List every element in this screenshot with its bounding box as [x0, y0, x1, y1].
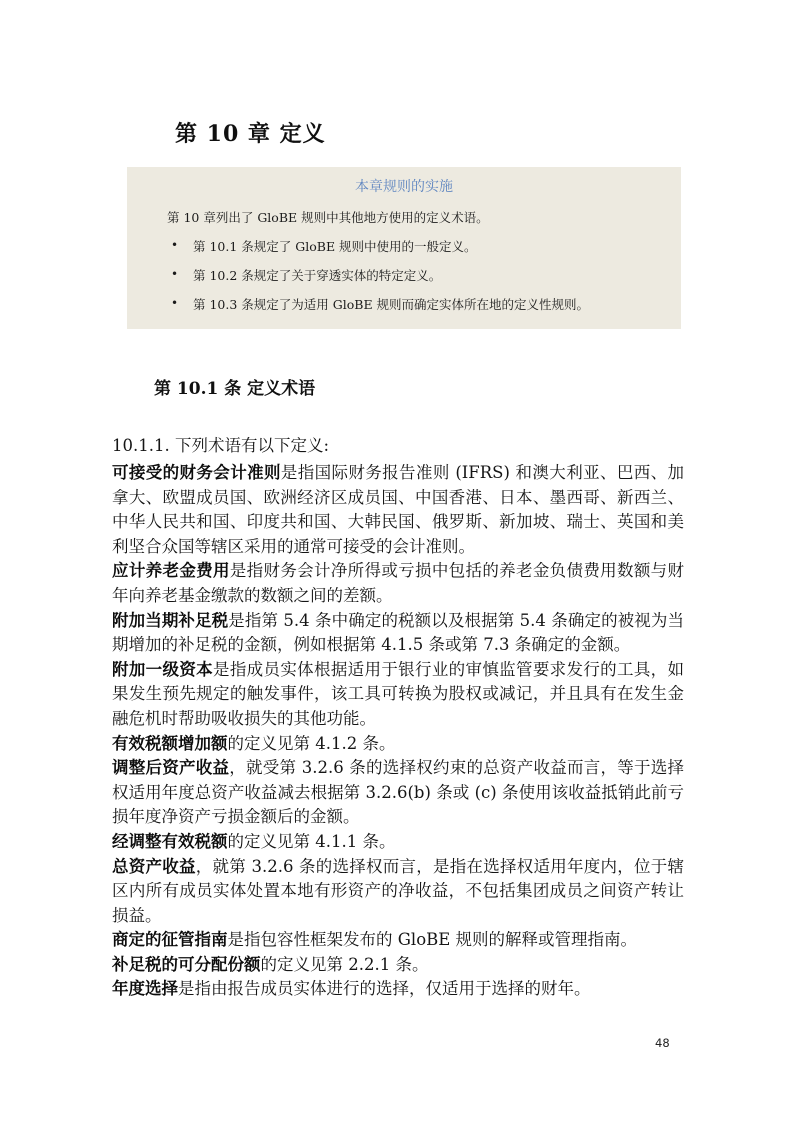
- definition-term: 补足税的可分配份额: [112, 954, 261, 974]
- definition-text: 的定义见第 4.1.2 条。: [227, 733, 396, 753]
- definition-term: 可接受的财务会计准则: [112, 463, 281, 482]
- definitions-list: [112, 461, 684, 1002]
- definition-item: [112, 855, 684, 929]
- definition-item: [112, 953, 684, 978]
- definition-text: 是指国际财务报告准则 (IFRS) 和澳大利亚、巴西、加拿大、欧盟成员国、欧洲经济区成员国、中国香港、日本、墨西哥、新西兰、中华人民共和国、印度共和国、大韩民国、俄罗斯、新加坡、瑞士、英国和美利坚合众国等辖区采用的通常可接受的会计准则。: [112, 463, 685, 556]
- summary-box-intro: 第 10 章列出了 GloBE 规则中其他地方使用的定义术语。: [167, 210, 489, 225]
- summary-box-bullet-list: [167, 238, 641, 313]
- definition-term: 附加当期补足税: [112, 610, 229, 630]
- definition-term: 经调整有效税额: [112, 831, 228, 851]
- definition-item: [112, 928, 684, 953]
- definition-term: 年度选择: [112, 979, 178, 999]
- definition-item: [112, 732, 684, 757]
- bullet-dot-icon: •: [171, 296, 179, 310]
- bullet-text: 第 10.2 条规定了关于穿透实体的特定定义。: [193, 268, 442, 283]
- bullet-dot-icon: •: [171, 238, 179, 252]
- definition-term: 应计养老金费用: [112, 561, 230, 581]
- page-number: 48: [655, 1036, 670, 1050]
- definition-term: 有效税额增加额: [112, 733, 228, 753]
- definition-item: [112, 461, 684, 559]
- chapter-title: 第 10 章 定义: [175, 121, 326, 147]
- definition-item: [112, 830, 684, 855]
- definition-term: 调整后资产收益: [112, 758, 230, 778]
- bullet-dot-icon: •: [171, 267, 179, 281]
- definition-item: [112, 658, 684, 732]
- definition-item: [112, 609, 684, 658]
- bullet-item: [167, 267, 641, 284]
- definition-term: 附加一级资本: [112, 659, 213, 679]
- bullet-text: 第 10.3 条规定了为适用 GloBE 规则而确定实体所在地的定义性规则。: [193, 297, 590, 312]
- bullet-text: 第 10.1 条规定了 GloBE 规则中使用的一般定义。: [193, 239, 477, 254]
- bullet-item: [167, 296, 641, 313]
- definition-item: [112, 977, 684, 1002]
- summary-box-heading: 本章规则的实施: [355, 179, 453, 195]
- definition-text: 是指成员实体根据适用于银行业的审慎监管要求发行的工具，如果发生预先规定的触发事件，该工具可转换为股权或减记，并且具有在发生金融危机时帮助吸收损失的其他功能。: [112, 659, 685, 728]
- definition-text: ，就受第 3.2.6 条的选择权约束的总资产收益而言，等于选择权适用年度总资产收益减去根据第 3.2.6(b) 条或 (c) 条使用该收益抵销此前亏损年度净资产亏损金额后的金额。: [112, 758, 685, 827]
- definition-term: 商定的征管指南: [112, 930, 228, 950]
- section-heading: 第 10.1 条 定义术语: [154, 379, 316, 399]
- definition-term: 总资产收益: [112, 856, 196, 876]
- definition-text: 是指由报告成员实体进行的选择，仅适用于选择的财年。: [178, 979, 591, 999]
- article-intro: 10.1.1. 下列术语有以下定义:: [112, 436, 330, 455]
- definition-text: 的定义见第 2.2.1 条。: [260, 954, 429, 974]
- summary-box: [127, 167, 681, 329]
- definition-text: 是指第 5.4 条中确定的税额以及根据第 5.4 条确定的被视为当期增加的补足税的金额，例如根据第 4.1.5 条或第 7.3 条确定的金额。: [112, 610, 684, 655]
- definition-item: [112, 756, 684, 830]
- definition-text: 的定义见第 4.1.1 条。: [227, 831, 396, 851]
- definition-item: [112, 559, 684, 608]
- bullet-item: [167, 238, 641, 255]
- definition-text: 是指包容性框架发布的 GloBE 规则的解释或管理指南。: [227, 930, 638, 950]
- definition-text: 是指财务会计净所得或亏损中包括的养老金负债费用数额与财年向养老基金缴款的数额之间的差额。: [112, 561, 685, 605]
- definition-text: ，就第 3.2.6 条的选择权而言，是指在选择权适用年度内，位于辖区内所有成员实体处置本地有形资产的净收益，不包括集团成员之间资产转让损益。: [112, 856, 685, 925]
